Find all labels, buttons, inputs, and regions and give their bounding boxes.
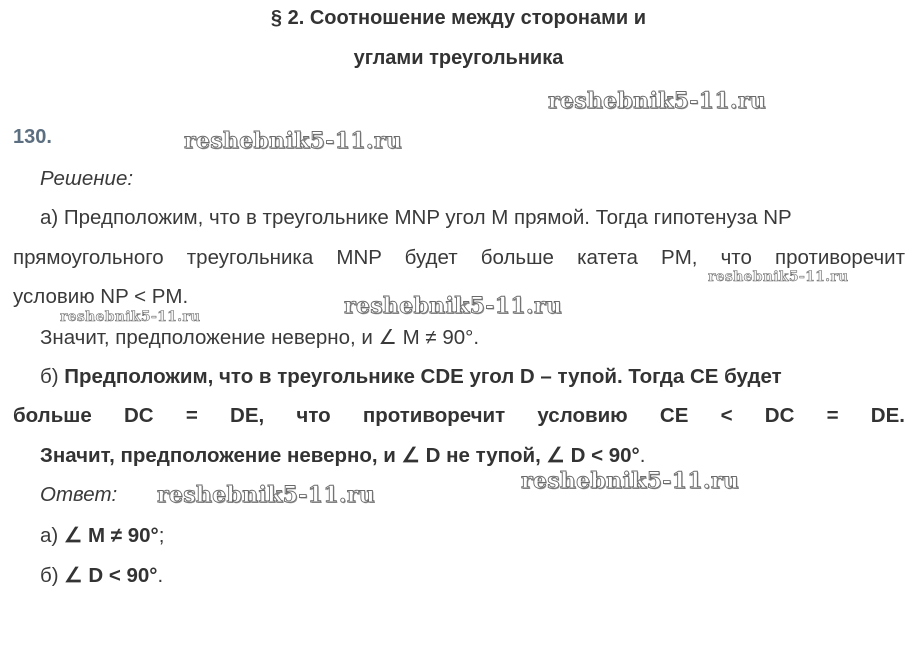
watermark: reshebnik5-11.ru: [548, 88, 767, 114]
part-b-line2: больше DC = DE, что противоречит условию CE < DC = DE.: [13, 404, 905, 427]
part-a-line2: прямоугольного треугольника MNP будет больше катета PM, что противоречит: [13, 246, 905, 269]
problem-number: 130.: [13, 126, 52, 148]
part-a-line4: Значит, предположение неверно, и ∠ M ≠ 90°.: [40, 326, 480, 349]
part-b-prefix: б): [40, 365, 65, 388]
answer-a-value: ∠ M ≠ 90°: [63, 524, 159, 547]
part-b-line3-end: .: [639, 444, 646, 467]
watermark: reshebnik5-11.ru: [708, 269, 849, 285]
watermark: reshebnik5-11.ru: [344, 293, 563, 319]
part-b-line1: [40, 365, 782, 389]
watermark: reshebnik5-11.ru: [60, 309, 201, 325]
part-b-line3: [40, 443, 645, 468]
watermark: reshebnik5-11.ru: [521, 468, 740, 494]
section-title-line1: § 2. Соотношение между сторонами и: [270, 7, 647, 29]
solution-label: Решение:: [40, 167, 134, 190]
answer-b-prefix: б): [40, 564, 65, 587]
watermark: reshebnik5-11.ru: [157, 482, 376, 508]
answer-b-end: .: [157, 564, 164, 587]
section-title-line2: углами треугольника: [353, 47, 564, 69]
answer-b: [40, 563, 163, 588]
part-b-line1-text: Предположим, что в треугольнике CDE угол D – тупой. Тогда CE будет: [64, 365, 782, 388]
part-b-line3-text: Значит, предположение неверно, и ∠ D не тупой, ∠ D < 90°: [40, 444, 640, 467]
answer-a: [40, 523, 164, 548]
answer-a-end: ;: [158, 524, 165, 547]
answer-label: Ответ:: [40, 483, 118, 506]
part-a-line1: а) Предположим, что в треугольнике MNP угол M прямой. Тогда гипотенуза NP: [40, 206, 792, 229]
answer-b-value: ∠ D < 90°: [64, 564, 158, 587]
part-a-line3: условию NP < PM.: [13, 285, 189, 308]
answer-a-prefix: а): [40, 524, 64, 547]
watermark: reshebnik5-11.ru: [184, 128, 403, 154]
